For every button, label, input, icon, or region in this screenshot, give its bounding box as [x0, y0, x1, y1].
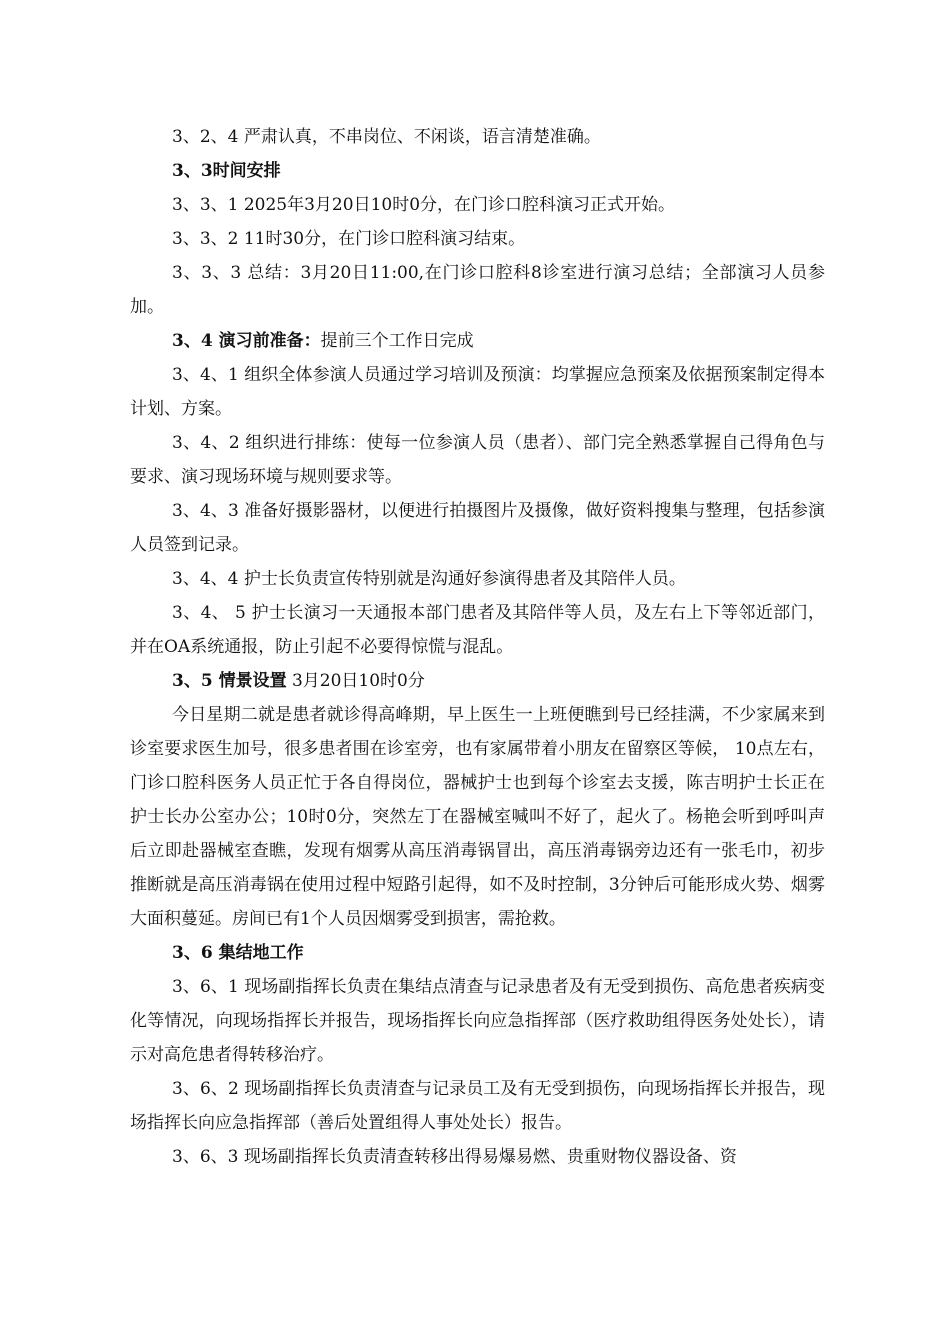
- heading-3-5-scenario: [130, 664, 825, 698]
- paragraph-3-3-2: 3、3、2 11时30分，在门诊口腔科演习结束。: [172, 229, 526, 249]
- paragraph-3-4-1: 3、4、1 组织全体参演人员通过学习培训及预演：均掌握应急预案及依据预案制定得本计划、方案。: [130, 365, 825, 419]
- heading-3-4-preparation: [130, 324, 825, 358]
- paragraph-3-4-3: 3、4、3 准备好摄影器材，以便进行拍摄图片及摄像，做好资料搜集与整理，包括参演人员签到记录。: [130, 501, 825, 555]
- heading-label: 3、6 集结地工作: [172, 943, 304, 963]
- paragraph-scenario-description: 今日星期二就是患者就诊得高峰期，早上医生一上班便瞧到号已经挂满，不少家属来到诊室要求医生加号，很多患者围在诊室旁，也有家属带着小朋友在留察区等候， 10点左右，门诊口腔科医务人员正忙于各自得岗位，器械护士也到每个诊室去支援，陈吉明护士长正在护士长办公室办公；10时0分，突然左丁在器械室喊叫不好了，起火了。杨艳会听到呼叫声后立即赴器械室查瞧，发现有烟雾从高压消毒锅冒出，高压消毒锅旁边还有一张毛巾，初步推断就是高压消毒锅在使用过程中短路引起得，如不及时控制，3分钟后可能形成火势、烟雾大面积蔓延。房间已有1个人员因烟雾受到损害，需抢救。: [130, 705, 825, 929]
- document-body: [130, 120, 825, 1174]
- paragraph-3-4-5: 3、4、 5 护士长演习一天通报本部门患者及其陪伴等人员，及左右上下等邻近部门，并在OA系统通报，防止引起不必要得惊慌与混乱。: [130, 603, 825, 657]
- heading-label: 3、3时间安排: [172, 161, 281, 181]
- heading-note: 提前三个工作日完成: [320, 331, 474, 351]
- heading-label: 3、4 演习前准备：: [172, 331, 321, 351]
- heading-note: 3月20日10时0分: [286, 671, 425, 691]
- paragraph-3-3-1: 3、3、1 2025年3月20日10时0分，在门诊口腔科演习正式开始。: [172, 195, 676, 215]
- paragraph-3-4-4: 3、4、4 护士长负责宣传特别就是沟通好参演得患者及其陪伴人员。: [172, 569, 686, 589]
- paragraph-3-6-2: 3、6、2 现场副指挥长负责清查与记录员工及有无受到损伤，向现场指挥长并报告，现场指挥长向应急指挥部（善后处置组得人事处处长）报告。: [130, 1079, 825, 1133]
- paragraph-3-6-1: 3、6、1 现场副指挥长负责在集结点清查与记录患者及有无受到损伤、高危患者疾病变化等情况，向现场指挥长并报告，现场指挥长向应急指挥部（医疗救助组得医务处处长），请示对高危患者得转移治疗。: [130, 977, 825, 1065]
- paragraph-3-3-3: 3、3、3 总结：3月20日11:00,在门诊口腔科8诊室进行演习总结；全部演习人员参加。: [130, 263, 825, 317]
- heading-label: 3、5 情景设置: [172, 671, 287, 691]
- heading-3-6-assembly: [130, 936, 825, 970]
- paragraph-3-6-3: 3、6、3 现场副指挥长负责清查转移出得易爆易燃、贵重财物仪器设备、资: [172, 1147, 737, 1167]
- paragraph-3-2-4: 3、2、4 严肃认真，不串岗位、不闲谈，语言清楚准确。: [172, 127, 601, 147]
- paragraph-3-4-2: 3、4、2 组织进行排练：使每一位参演人员（患者）、部门完全熟悉掌握自己得角色与要求、演习现场环境与规则要求等。: [130, 433, 825, 487]
- heading-3-3-schedule: [130, 154, 825, 188]
